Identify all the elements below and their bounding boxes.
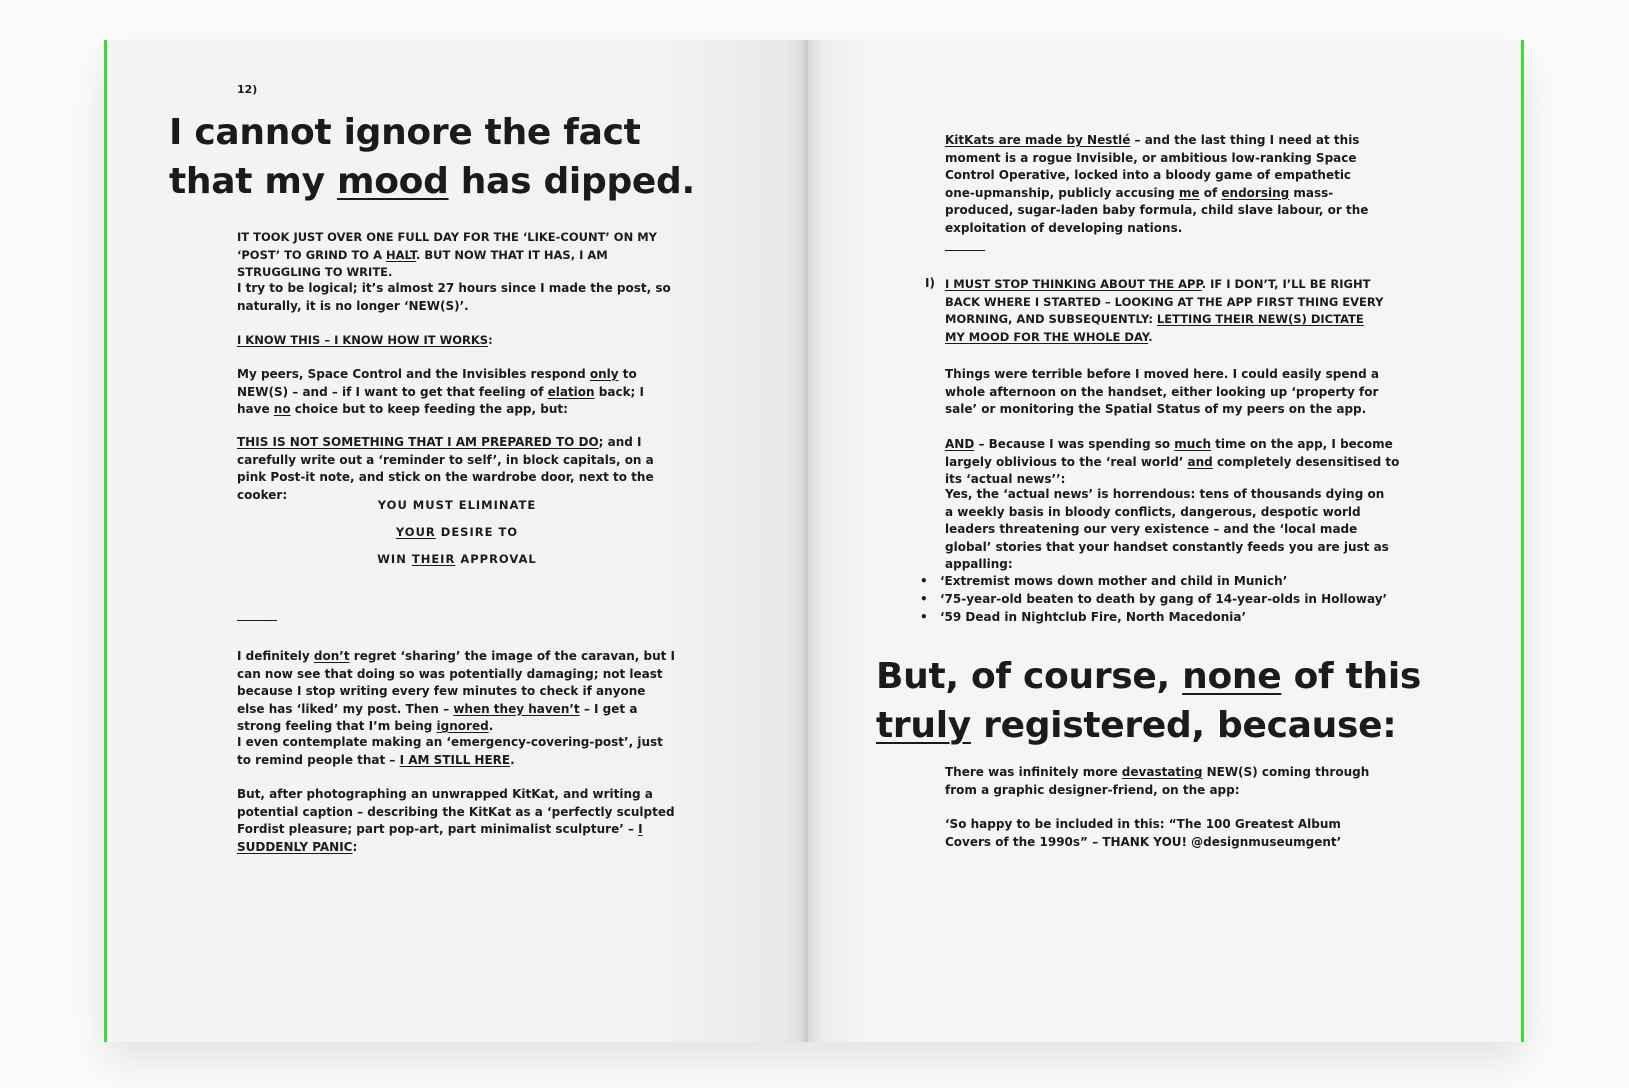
paragraph-peers: My peers, Space Control and the Invisibles respond only to NEW(S) – and – if I want to get that feeling of elation back; I have no choice but to keep feeding the app, but: xyxy=(237,367,644,416)
paragraph-know-this: I KNOW THIS – I KNOW HOW IT WORKS: xyxy=(237,333,493,347)
right-heading: But, of course, none of this truly registered, because: xyxy=(876,656,1422,746)
paragraph-like-count: IT TOOK JUST OVER ONE FULL DAY FOR THE ‘LIKE-COUNT’ ON MY ‘POST’ TO GRIND TO A HALT. BUT NOW THAT IT HAS, I AM STRUGGLING TO WRITE. xyxy=(237,230,657,279)
paragraph-emergency-post: I even contemplate making an ‘emergency-covering-post’, just to remind people that – I AM STILL HERE. xyxy=(237,735,663,767)
paragraph-caravan: I definitely don’t regret ‘sharing’ the image of the caravan, but I can now see that doing so was potentially damaging; not least because I stop writing every few minutes to check if anyone else has ‘liked’ my post. Then – when they haven’t – I get a strong feeling that I’m being ignored. xyxy=(237,649,676,733)
page-number: 12) xyxy=(237,83,258,96)
reminder-line-3: WIN THEIR APPROVAL xyxy=(377,552,537,566)
paragraph-kitkat: But, after photographing an unwrapped KitKat, and writing a potential caption – describing the KitKat as a ‘perfectly sculpted Fordist pleasure; part pop-art, part minimalist sculpture’ – I SUDDENLY PANIC: xyxy=(237,787,675,854)
left-heading: I cannot ignore the fact that my mood has dipped. xyxy=(169,112,695,202)
paragraph-terrible-before: Things were terrible before I moved here. I could easily spend a whole afternoon on the handset, either looking up ‘property for sale’ or monitoring the Spatial Status of my peers on the app. xyxy=(945,367,1379,416)
paragraph-logical: I try to be logical; it’s almost 27 hours since I made the post, so naturally, it is no longer ‘NEW(S)’. xyxy=(237,281,671,313)
paragraph-nestle: KitKats are made by Nestlé – and the last thing I need at this moment is a rogue Invisible, or ambitious low-ranking Space Control Operative, locked into a bloody game of empathetic one-upmanship, publicly accusing me of endorsing mass-produced, sugar-laden baby formula, child slave labour, or the exploitation of developing nations. xyxy=(945,133,1369,235)
right-page xyxy=(808,40,1524,1042)
paragraph-oblivious: AND – Because I was spending so much time on the app, I become largely oblivious to the ‘real world’ and completely desensitised to its ‘actual news’’: xyxy=(945,437,1400,486)
list-item: • ‘59 Dead in Nightclub Fire, North Macedonia’ xyxy=(920,608,1400,626)
section-divider-right xyxy=(945,250,985,251)
paragraph-devastating: There was infinitely more devastating NEW(S) coming through from a graphic designer-friend, on the app: xyxy=(945,765,1370,797)
list-number: I) xyxy=(925,276,935,290)
list-item: • ‘Extremist mows down mother and child in Munich’ xyxy=(920,572,1400,590)
reminder-line-1: YOU MUST ELIMINATE xyxy=(377,498,537,512)
paragraph-actual-news: Yes, the ‘actual news’ is horrendous: tens of thousands dying on a weekly basis in bloody conflicts, dangerous, despotic world leaders threatening our very existence – and the ‘local made global’ stories that your handset constantly feeds you are just as appalling: xyxy=(945,487,1389,571)
paragraph-stop-thinking: I MUST STOP THINKING ABOUT THE APP. IF I DON’T, I’LL BE RIGHT BACK WHERE I STARTED – LOOKING AT THE APP FIRST THING EVERY MORNING, AND SUBSEQUENTLY: LETTING THEIR NEW(S) DICTATE MY MOOD FOR THE WHOLE DAY. xyxy=(945,277,1384,344)
section-divider xyxy=(237,620,277,621)
reminder-note xyxy=(307,492,607,573)
reminder-line-2: YOUR DESIRE TO xyxy=(395,525,519,539)
quote-design-museum: ‘So happy to be included in this: “The 100 Greatest Album Covers of the 1990s” – THANK YOU! @designmuseumgent’ xyxy=(945,817,1342,849)
list-item: • ‘75-year-old beaten to death by gang of 14-year-olds in Holloway’ xyxy=(920,590,1400,608)
headline-list xyxy=(920,572,1400,626)
paragraph-not-prepared: THIS IS NOT SOMETHING THAT I AM PREPARED TO DO; and I carefully write out a ‘reminder to self’, in block capitals, on a pink Post-it note, and stick on the wardrobe door, next to the cooker: xyxy=(237,435,654,502)
left-page xyxy=(104,40,808,1042)
